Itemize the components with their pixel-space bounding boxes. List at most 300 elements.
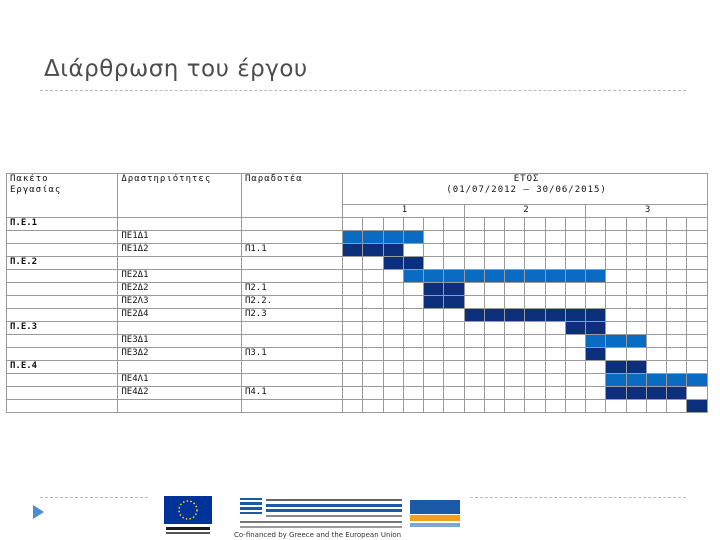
schedule-cell xyxy=(343,348,363,361)
activity-cell: ΠΕ3Δ2 xyxy=(118,348,242,361)
schedule-bar-cell xyxy=(424,270,444,283)
deliverable-cell: Π2.3 xyxy=(241,309,342,322)
schedule-cell xyxy=(586,374,606,387)
schedule-bar-cell xyxy=(525,270,545,283)
header-package-line2: Εργασίας xyxy=(10,185,62,195)
schedule-bar-cell xyxy=(484,270,504,283)
schedule-cell xyxy=(383,283,403,296)
schedule-bar-cell xyxy=(403,270,423,283)
schedule-cell xyxy=(444,309,464,322)
schedule-cell xyxy=(687,244,708,257)
activity-cell: ΠΕ1Δ2 xyxy=(118,244,242,257)
schedule-cell xyxy=(464,348,484,361)
schedule-bar-cell xyxy=(484,309,504,322)
schedule-cell xyxy=(424,335,444,348)
activity-cell xyxy=(118,400,242,413)
schedule-bar-cell xyxy=(424,283,444,296)
gantt-table xyxy=(6,173,708,413)
schedule-cell xyxy=(424,348,444,361)
schedule-cell xyxy=(343,387,363,400)
schedule-cell xyxy=(646,335,666,348)
activity-cell xyxy=(118,361,242,374)
year-1-label: 1 xyxy=(343,205,465,218)
schedule-cell xyxy=(444,335,464,348)
schedule-cell xyxy=(484,387,504,400)
gantt-row xyxy=(7,296,708,309)
schedule-cell xyxy=(363,296,383,309)
schedule-cell xyxy=(525,218,545,231)
schedule-cell xyxy=(606,218,626,231)
schedule-cell xyxy=(383,387,403,400)
work-package-cell xyxy=(7,387,118,400)
schedule-cell xyxy=(565,374,585,387)
schedule-cell xyxy=(343,309,363,322)
schedule-cell xyxy=(444,387,464,400)
activity-cell: ΠΕ2Δ4 xyxy=(118,309,242,322)
schedule-cell xyxy=(403,374,423,387)
schedule-cell xyxy=(343,257,363,270)
schedule-bar-cell xyxy=(505,270,525,283)
schedule-cell xyxy=(403,400,423,413)
schedule-cell xyxy=(667,218,687,231)
schedule-cell xyxy=(383,348,403,361)
deliverable-cell xyxy=(241,218,342,231)
schedule-bar-cell xyxy=(606,387,626,400)
schedule-cell xyxy=(383,361,403,374)
schedule-cell xyxy=(525,283,545,296)
schedule-cell xyxy=(667,309,687,322)
schedule-cell xyxy=(383,270,403,283)
schedule-cell xyxy=(505,361,525,374)
schedule-bar-cell xyxy=(505,309,525,322)
header-package xyxy=(7,174,118,218)
schedule-bar-cell xyxy=(363,244,383,257)
schedule-cell xyxy=(343,374,363,387)
schedule-cell xyxy=(505,400,525,413)
header-package-line1: Πακέτο xyxy=(10,174,49,184)
schedule-cell xyxy=(363,348,383,361)
schedule-cell xyxy=(424,322,444,335)
activity-cell: ΠΕ4Λ1 xyxy=(118,374,242,387)
schedule-cell xyxy=(464,257,484,270)
schedule-cell xyxy=(505,348,525,361)
schedule-bar-cell xyxy=(444,270,464,283)
schedule-cell xyxy=(525,400,545,413)
schedule-bar-cell xyxy=(586,309,606,322)
slide-title: Διάρθρωση του έργου xyxy=(44,56,308,82)
schedule-cell xyxy=(545,244,565,257)
footer-divider-left xyxy=(40,497,148,498)
schedule-cell xyxy=(343,361,363,374)
deliverable-cell xyxy=(241,361,342,374)
schedule-cell xyxy=(444,257,464,270)
schedule-cell xyxy=(525,244,545,257)
schedule-cell xyxy=(505,218,525,231)
schedule-bar-cell xyxy=(444,296,464,309)
work-package-cell xyxy=(7,231,118,244)
schedule-cell xyxy=(545,374,565,387)
schedule-cell xyxy=(565,335,585,348)
schedule-cell xyxy=(626,218,646,231)
schedule-bar-cell xyxy=(606,335,626,348)
header-activities: Δραστηριότητες xyxy=(118,174,242,218)
schedule-cell xyxy=(545,322,565,335)
footer-divider-right xyxy=(470,497,686,498)
schedule-cell xyxy=(687,231,708,244)
schedule-cell xyxy=(626,231,646,244)
deliverable-cell: Π2.1 xyxy=(241,283,342,296)
work-package-cell xyxy=(7,348,118,361)
schedule-cell xyxy=(363,400,383,413)
schedule-bar-cell xyxy=(343,231,363,244)
schedule-cell xyxy=(464,283,484,296)
schedule-cell xyxy=(687,309,708,322)
schedule-bar-cell xyxy=(464,270,484,283)
work-package-cell xyxy=(7,309,118,322)
schedule-cell xyxy=(525,374,545,387)
schedule-cell xyxy=(464,296,484,309)
schedule-cell xyxy=(646,296,666,309)
schedule-bar-cell xyxy=(565,270,585,283)
schedule-cell xyxy=(363,387,383,400)
activity-cell: ΠΕ4Δ2 xyxy=(118,387,242,400)
year-2-label: 2 xyxy=(464,205,586,218)
gantt-row xyxy=(7,361,708,374)
schedule-cell xyxy=(626,296,646,309)
schedule-cell xyxy=(383,218,403,231)
work-package-cell: Π.Ε.3 xyxy=(7,322,118,335)
activity-cell: ΠΕ2Λ3 xyxy=(118,296,242,309)
schedule-cell xyxy=(687,322,708,335)
schedule-cell xyxy=(646,322,666,335)
deliverable-cell: Π2.2. xyxy=(241,296,342,309)
schedule-bar-cell xyxy=(586,270,606,283)
schedule-cell xyxy=(464,361,484,374)
schedule-bar-cell xyxy=(646,387,666,400)
schedule-cell xyxy=(363,257,383,270)
deliverable-cell: Π3.1 xyxy=(241,348,342,361)
schedule-bar-cell xyxy=(383,231,403,244)
schedule-cell xyxy=(343,283,363,296)
schedule-cell xyxy=(363,283,383,296)
schedule-cell xyxy=(687,348,708,361)
schedule-cell xyxy=(343,322,363,335)
schedule-bar-cell xyxy=(545,309,565,322)
schedule-cell xyxy=(505,283,525,296)
schedule-bar-cell xyxy=(545,270,565,283)
education-programme-logo-icon xyxy=(240,498,402,528)
schedule-cell xyxy=(586,296,606,309)
schedule-cell xyxy=(545,361,565,374)
schedule-cell xyxy=(565,257,585,270)
play-icon[interactable] xyxy=(33,505,44,519)
schedule-cell xyxy=(646,283,666,296)
schedule-cell xyxy=(646,244,666,257)
header-period: (01/07/2012 – 30/06/2015) xyxy=(446,185,607,195)
schedule-cell xyxy=(687,335,708,348)
schedule-cell xyxy=(667,231,687,244)
deliverable-cell xyxy=(241,335,342,348)
activity-cell xyxy=(118,322,242,335)
work-package-cell: Π.Ε.2 xyxy=(7,257,118,270)
schedule-cell xyxy=(505,335,525,348)
schedule-cell xyxy=(626,244,646,257)
work-package-cell xyxy=(7,374,118,387)
gantt-row xyxy=(7,309,708,322)
schedule-bar-cell xyxy=(424,296,444,309)
deliverable-cell xyxy=(241,270,342,283)
schedule-cell xyxy=(484,283,504,296)
schedule-cell xyxy=(667,322,687,335)
schedule-cell xyxy=(525,322,545,335)
schedule-cell xyxy=(403,387,423,400)
deliverable-cell xyxy=(241,374,342,387)
schedule-cell xyxy=(403,322,423,335)
schedule-cell xyxy=(424,361,444,374)
activity-cell: ΠΕ3Δ1 xyxy=(118,335,242,348)
schedule-cell xyxy=(586,257,606,270)
schedule-cell xyxy=(505,387,525,400)
schedule-cell xyxy=(403,283,423,296)
schedule-cell xyxy=(606,283,626,296)
deliverable-cell: Π1.1 xyxy=(241,244,342,257)
schedule-bar-cell xyxy=(687,400,708,413)
schedule-cell xyxy=(646,361,666,374)
schedule-cell xyxy=(383,400,403,413)
schedule-cell xyxy=(586,400,606,413)
schedule-cell xyxy=(424,257,444,270)
schedule-cell xyxy=(464,374,484,387)
deliverable-cell xyxy=(241,400,342,413)
schedule-cell xyxy=(464,218,484,231)
work-package-cell xyxy=(7,400,118,413)
schedule-bar-cell xyxy=(525,309,545,322)
schedule-cell xyxy=(606,400,626,413)
schedule-cell xyxy=(565,218,585,231)
schedule-cell xyxy=(484,218,504,231)
schedule-cell xyxy=(545,283,565,296)
schedule-cell xyxy=(484,335,504,348)
schedule-cell xyxy=(687,387,708,400)
gantt-row xyxy=(7,348,708,361)
schedule-cell xyxy=(444,400,464,413)
schedule-cell xyxy=(545,218,565,231)
schedule-cell xyxy=(667,400,687,413)
schedule-bar-cell xyxy=(626,361,646,374)
schedule-cell xyxy=(667,348,687,361)
gantt-row xyxy=(7,387,708,400)
schedule-cell xyxy=(606,257,626,270)
schedule-cell xyxy=(525,361,545,374)
schedule-cell xyxy=(444,218,464,231)
schedule-bar-cell xyxy=(464,309,484,322)
schedule-cell xyxy=(606,348,626,361)
gantt-row xyxy=(7,322,708,335)
schedule-bar-cell xyxy=(667,374,687,387)
schedule-cell xyxy=(545,296,565,309)
schedule-cell xyxy=(626,283,646,296)
schedule-cell xyxy=(383,374,403,387)
schedule-cell xyxy=(545,335,565,348)
schedule-cell xyxy=(646,231,666,244)
schedule-cell xyxy=(363,218,383,231)
schedule-cell xyxy=(626,400,646,413)
deliverable-cell xyxy=(241,322,342,335)
schedule-cell xyxy=(687,257,708,270)
schedule-cell xyxy=(687,270,708,283)
work-package-cell xyxy=(7,296,118,309)
schedule-cell xyxy=(444,374,464,387)
schedule-bar-cell xyxy=(646,374,666,387)
schedule-bar-cell xyxy=(687,374,708,387)
schedule-cell xyxy=(646,400,666,413)
gantt-row xyxy=(7,244,708,257)
header-year xyxy=(343,174,708,205)
schedule-cell xyxy=(525,335,545,348)
header-year-label: ΕΤΟΣ xyxy=(513,174,540,184)
schedule-cell xyxy=(424,309,444,322)
schedule-cell xyxy=(424,244,444,257)
schedule-bar-cell xyxy=(383,244,403,257)
schedule-bar-cell xyxy=(565,322,585,335)
schedule-cell xyxy=(424,218,444,231)
schedule-cell xyxy=(667,283,687,296)
schedule-cell xyxy=(343,400,363,413)
schedule-cell xyxy=(444,244,464,257)
schedule-cell xyxy=(484,374,504,387)
schedule-cell xyxy=(403,335,423,348)
schedule-cell xyxy=(343,218,363,231)
schedule-bar-cell xyxy=(586,348,606,361)
schedule-cell xyxy=(525,257,545,270)
schedule-cell xyxy=(505,374,525,387)
schedule-cell xyxy=(565,361,585,374)
schedule-cell xyxy=(403,244,423,257)
work-package-cell xyxy=(7,244,118,257)
deliverable-cell xyxy=(241,231,342,244)
schedule-cell xyxy=(383,335,403,348)
schedule-cell xyxy=(606,296,626,309)
schedule-cell xyxy=(403,296,423,309)
header-deliverables: Παραδοτέα xyxy=(241,174,342,218)
nsrf-logo-icon xyxy=(410,500,460,527)
schedule-cell xyxy=(586,244,606,257)
schedule-cell xyxy=(667,361,687,374)
schedule-bar-cell xyxy=(403,257,423,270)
schedule-cell xyxy=(484,400,504,413)
gantt-row xyxy=(7,257,708,270)
schedule-bar-cell xyxy=(586,335,606,348)
schedule-cell xyxy=(343,270,363,283)
schedule-bar-cell xyxy=(403,231,423,244)
schedule-bar-cell xyxy=(626,335,646,348)
gantt-row xyxy=(7,283,708,296)
schedule-cell xyxy=(545,387,565,400)
activity-cell xyxy=(118,218,242,231)
schedule-cell xyxy=(363,309,383,322)
schedule-cell xyxy=(424,400,444,413)
schedule-cell xyxy=(687,283,708,296)
work-package-cell: Π.Ε.4 xyxy=(7,361,118,374)
schedule-cell xyxy=(444,322,464,335)
gantt-row xyxy=(7,335,708,348)
schedule-cell xyxy=(606,244,626,257)
schedule-cell xyxy=(525,348,545,361)
activity-cell xyxy=(118,257,242,270)
schedule-cell xyxy=(343,335,363,348)
schedule-cell xyxy=(565,296,585,309)
gantt-row xyxy=(7,231,708,244)
schedule-cell xyxy=(403,361,423,374)
schedule-cell xyxy=(586,218,606,231)
schedule-cell xyxy=(464,387,484,400)
eu-flag-icon xyxy=(164,496,212,534)
schedule-cell xyxy=(505,296,525,309)
schedule-cell xyxy=(687,218,708,231)
gantt-row xyxy=(7,400,708,413)
schedule-cell xyxy=(464,244,484,257)
schedule-cell xyxy=(444,231,464,244)
header-row xyxy=(7,174,708,205)
schedule-bar-cell xyxy=(606,374,626,387)
schedule-cell xyxy=(464,231,484,244)
schedule-cell xyxy=(383,296,403,309)
schedule-cell xyxy=(525,387,545,400)
schedule-cell xyxy=(363,335,383,348)
schedule-cell xyxy=(565,348,585,361)
schedule-cell xyxy=(484,322,504,335)
schedule-cell xyxy=(626,257,646,270)
schedule-cell xyxy=(464,322,484,335)
schedule-cell xyxy=(565,387,585,400)
schedule-cell xyxy=(444,348,464,361)
schedule-cell xyxy=(667,335,687,348)
schedule-cell xyxy=(484,257,504,270)
schedule-bar-cell xyxy=(565,309,585,322)
schedule-cell xyxy=(505,322,525,335)
schedule-bar-cell xyxy=(667,387,687,400)
schedule-cell xyxy=(667,244,687,257)
schedule-cell xyxy=(565,231,585,244)
schedule-cell xyxy=(403,309,423,322)
schedule-cell xyxy=(626,322,646,335)
schedule-cell xyxy=(586,361,606,374)
schedule-cell xyxy=(687,296,708,309)
schedule-bar-cell xyxy=(343,244,363,257)
activity-cell: ΠΕ2Δ2 xyxy=(118,283,242,296)
schedule-cell xyxy=(363,374,383,387)
schedule-cell xyxy=(606,322,626,335)
activity-cell: ΠΕ2Δ1 xyxy=(118,270,242,283)
schedule-bar-cell xyxy=(626,387,646,400)
schedule-cell xyxy=(424,374,444,387)
schedule-cell xyxy=(484,231,504,244)
schedule-cell xyxy=(484,361,504,374)
schedule-cell xyxy=(525,231,545,244)
schedule-cell xyxy=(667,270,687,283)
schedule-cell xyxy=(505,244,525,257)
schedule-cell xyxy=(545,257,565,270)
schedule-cell xyxy=(363,322,383,335)
schedule-cell xyxy=(464,400,484,413)
schedule-cell xyxy=(383,309,403,322)
schedule-cell xyxy=(525,296,545,309)
schedule-cell xyxy=(687,361,708,374)
work-package-cell xyxy=(7,283,118,296)
schedule-cell xyxy=(403,348,423,361)
schedule-cell xyxy=(626,309,646,322)
gantt-row xyxy=(7,270,708,283)
